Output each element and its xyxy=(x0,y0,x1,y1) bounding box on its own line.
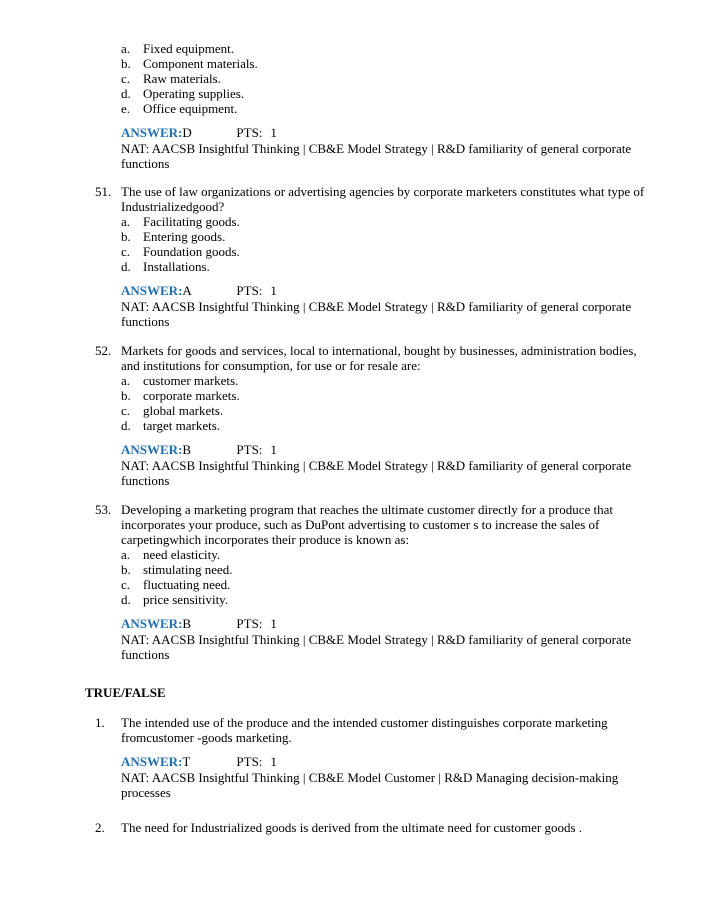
option-text: Office equipment. xyxy=(143,101,238,116)
points-value: 1 xyxy=(270,442,277,457)
option-letter: a. xyxy=(121,41,131,56)
question-number: 53. xyxy=(95,502,112,517)
option-text: price sensitivity. xyxy=(143,592,229,607)
question-50-fragment xyxy=(121,41,661,171)
question-51 xyxy=(95,184,655,329)
option-item xyxy=(121,577,655,592)
answer-line xyxy=(121,754,655,769)
option-item xyxy=(121,41,661,56)
option-text: target markets. xyxy=(143,418,221,433)
option-item xyxy=(121,56,661,71)
standards-tags: NAT: AACSB Insightful Thinking | CB&E Model Strategy | R&D familiarity of general corporate functions xyxy=(121,458,632,488)
points-label: PTS: xyxy=(236,754,263,769)
answer-line xyxy=(121,442,655,457)
option-letter: a. xyxy=(121,373,131,388)
option-text: stimulating need. xyxy=(143,562,233,577)
question-52 xyxy=(95,343,655,488)
tf-question-2 xyxy=(95,820,655,835)
option-text: need elasticity. xyxy=(143,547,221,562)
option-item xyxy=(121,214,655,229)
option-item xyxy=(121,259,655,274)
option-text: corporate markets. xyxy=(143,388,240,403)
option-letter: e. xyxy=(121,101,131,116)
option-letter: c. xyxy=(121,577,131,592)
option-text: Entering goods. xyxy=(143,229,226,244)
points-value: 1 xyxy=(270,283,277,298)
answer-value: A xyxy=(182,283,192,298)
option-text: Operating supplies. xyxy=(143,86,245,101)
option-item xyxy=(121,373,655,388)
answer-label: ANSWER: xyxy=(121,754,183,769)
question-number: 52. xyxy=(95,343,112,358)
option-item xyxy=(121,71,661,86)
answer-value: D xyxy=(182,125,192,140)
answer-value: B xyxy=(182,616,192,631)
standards-tags: NAT: AACSB Insightful Thinking | CB&E Model Customer | R&D Managing decision-making processes xyxy=(121,770,619,800)
option-item xyxy=(121,403,655,418)
option-item xyxy=(121,562,655,577)
option-letter: b. xyxy=(121,56,131,71)
option-letter: d. xyxy=(121,259,131,274)
option-item xyxy=(121,388,655,403)
option-text: Raw materials. xyxy=(143,71,221,86)
standards-tags: NAT: AACSB Insightful Thinking | CB&E Model Strategy | R&D familiarity of general corporate functions xyxy=(121,632,632,662)
answer-value: B xyxy=(182,442,192,457)
answer-line xyxy=(121,283,655,298)
question-stem xyxy=(95,184,655,214)
section-heading: TRUE/FALSE xyxy=(85,685,166,700)
option-item xyxy=(121,418,655,433)
option-letter: d. xyxy=(121,86,131,101)
question-text: Developing a marketing program that reaches the ultimate customer directly for a produce that incorporates your produce, such as DuPont advertising to customer s to increase the sales of carpetingwhich incorporates their produce is known as: xyxy=(121,502,614,547)
points-value: 1 xyxy=(270,125,277,140)
answer-label: ANSWER: xyxy=(121,283,183,298)
option-item xyxy=(121,244,655,259)
answer-value: T xyxy=(182,754,191,769)
option-letter: d. xyxy=(121,418,131,433)
question-text: The intended use of the produce and the intended customer distinguishes corporate marketing fromcustomer -goods marketing. xyxy=(121,715,608,745)
option-letter: d. xyxy=(121,592,131,607)
points-label: PTS: xyxy=(236,442,263,457)
tf-question-1 xyxy=(95,715,655,800)
option-letter: b. xyxy=(121,229,131,244)
option-text: Installations. xyxy=(143,259,210,274)
points-label: PTS: xyxy=(236,616,263,631)
option-text: Fixed equipment. xyxy=(143,41,234,56)
question-stem xyxy=(95,820,655,835)
question-53 xyxy=(95,502,655,662)
question-text: The need for Industrialized goods is derived from the ultimate need for customer goods . xyxy=(121,820,583,835)
points-value: 1 xyxy=(270,754,277,769)
answer-label: ANSWER: xyxy=(121,125,183,140)
question-text: The use of law organizations or advertising agencies by corporate marketers constitutes what type of Industrializedgood? xyxy=(121,184,645,214)
option-letter: c. xyxy=(121,403,131,418)
question-stem xyxy=(95,502,655,547)
option-item xyxy=(121,229,655,244)
answer-line xyxy=(121,125,661,140)
option-letter: b. xyxy=(121,562,131,577)
option-text: Foundation goods. xyxy=(143,244,240,259)
question-stem xyxy=(95,715,655,745)
option-letter: c. xyxy=(121,71,131,86)
standards-tags: NAT: AACSB Insightful Thinking | CB&E Model Strategy | R&D familiarity of general corporate functions xyxy=(121,141,632,171)
question-text: Markets for goods and services, local to international, bought by businesses, administration bodies, and institutions for consumption, for use or for resale are: xyxy=(121,343,637,373)
option-item xyxy=(121,101,661,116)
answer-label: ANSWER: xyxy=(121,616,183,631)
points-label: PTS: xyxy=(236,125,263,140)
points-value: 1 xyxy=(270,616,277,631)
option-letter: a. xyxy=(121,214,131,229)
option-text: Component materials. xyxy=(143,56,258,71)
option-letter: b. xyxy=(121,388,131,403)
option-letter: a. xyxy=(121,547,131,562)
points-label: PTS: xyxy=(236,283,263,298)
option-item xyxy=(121,592,655,607)
answer-label: ANSWER: xyxy=(121,442,183,457)
answer-line xyxy=(121,616,655,631)
option-text: customer markets. xyxy=(143,373,239,388)
option-text: fluctuating need. xyxy=(143,577,231,592)
option-text: Facilitating goods. xyxy=(143,214,240,229)
question-number: 1. xyxy=(95,715,105,730)
question-stem xyxy=(95,343,655,373)
standards-tags: NAT: AACSB Insightful Thinking | CB&E Model Strategy | R&D familiarity of general corporate functions xyxy=(121,299,632,329)
option-letter: c. xyxy=(121,244,131,259)
option-item xyxy=(121,86,661,101)
question-number: 51. xyxy=(95,184,112,199)
option-item xyxy=(121,547,655,562)
question-number: 2. xyxy=(95,820,105,835)
option-text: global markets. xyxy=(143,403,224,418)
